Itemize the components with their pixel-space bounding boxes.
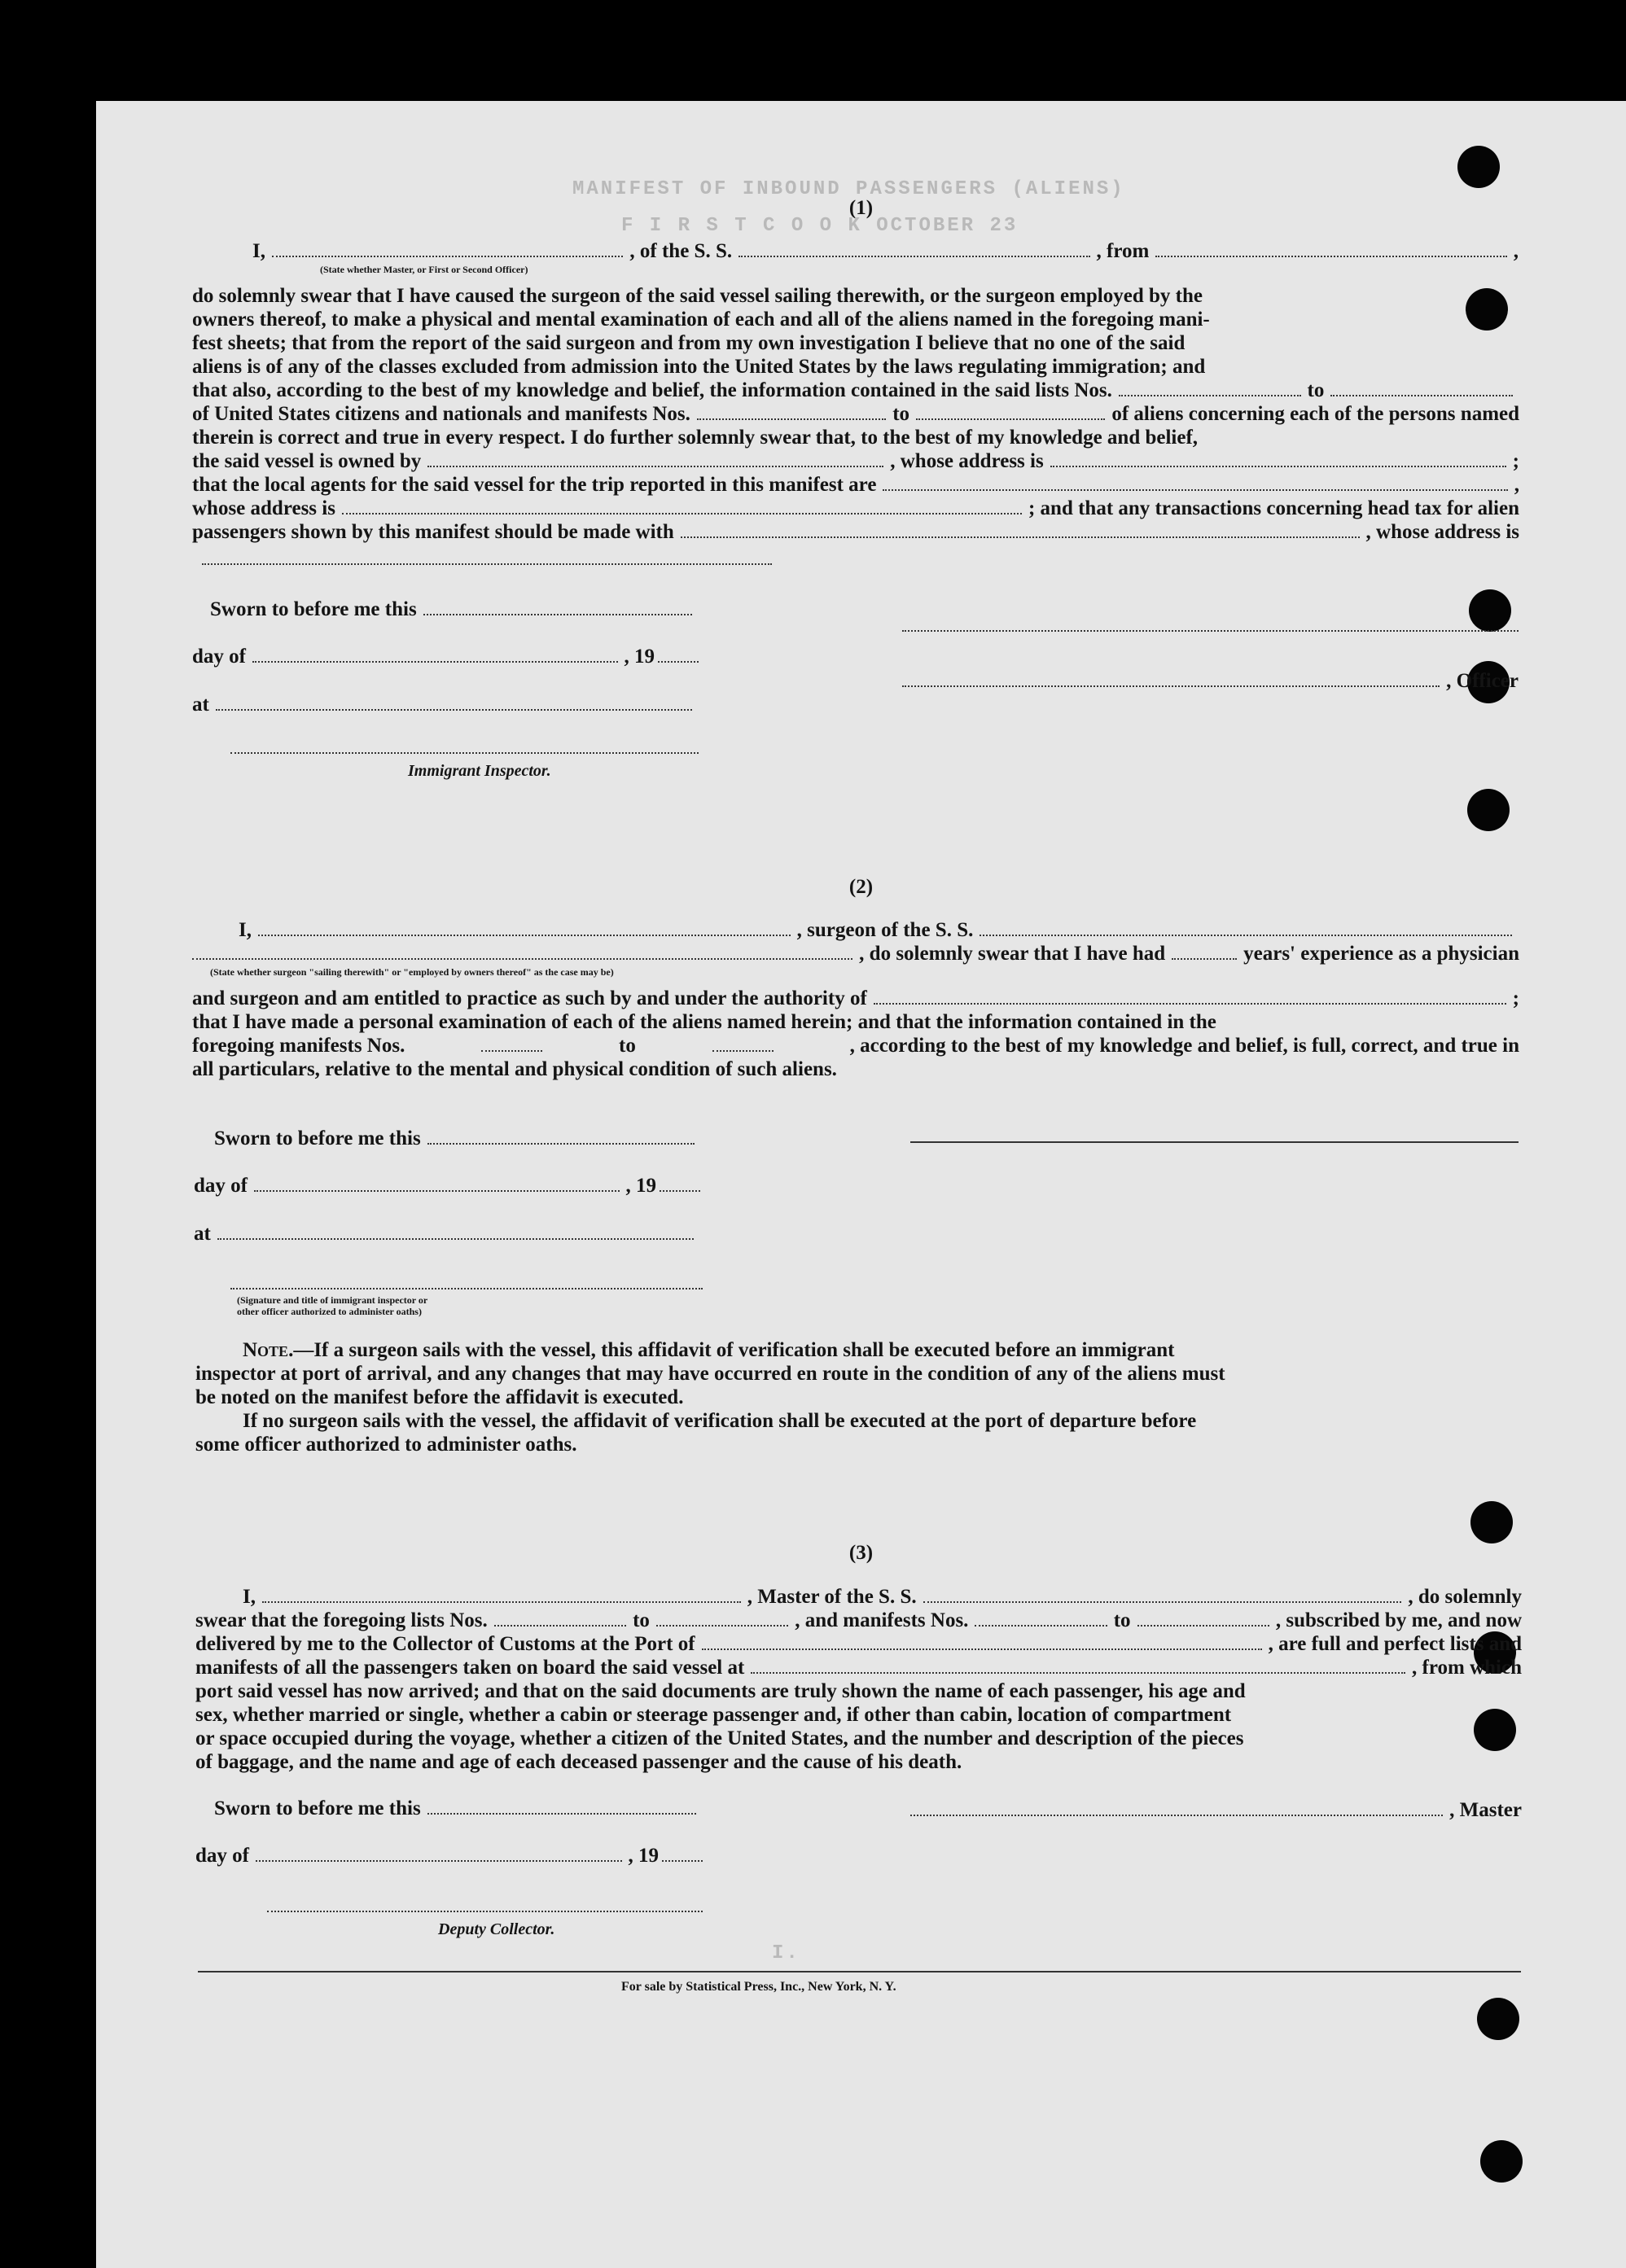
vessel-name-blank[interactable]: [738, 239, 1089, 257]
section-1-line: passengers shown by this manifest should be made with , whose address is: [192, 521, 1519, 543]
section-1-line: that also, according to the best of my knowledge and belief, the information contained in the said lists Nos. to: [192, 379, 1519, 402]
owner-address-blank[interactable]: [1050, 449, 1506, 467]
section-1-text: fest sheets; that from the report of the said surgeon and from my own investigation I believe that no one of the said: [192, 332, 1186, 354]
sworn-date-blank[interactable]: [427, 1797, 696, 1815]
section-1-text: aliens is of any of the classes excluded from admission into the United States by the laws regulating immigration; and: [192, 356, 1206, 378]
sworn-date-blank[interactable]: [423, 598, 692, 615]
note-text: some officer authorized to administer oaths.: [195, 1434, 577, 1456]
section-1-number: (1): [848, 197, 874, 219]
surgeon-signature-line[interactable]: [910, 1141, 1519, 1143]
officer-signature-blank[interactable]: [902, 614, 1519, 632]
section-3-line: manifests of all the passengers taken on board the said vessel at , from which: [195, 1657, 1522, 1679]
signature-instruction: other officer authorized to administer oaths): [237, 1306, 422, 1317]
officer-line: , Officer: [902, 669, 1519, 693]
section-2-line: I, , surgeon of the S. S.: [239, 918, 1519, 942]
section-1-line: whose address is ; and that any transactions concerning head tax for alien: [192, 497, 1519, 519]
master-lists-to-blank[interactable]: [656, 1609, 788, 1627]
location-blank[interactable]: [216, 693, 692, 711]
surgeon-status-blank[interactable]: [192, 942, 852, 960]
signature-blank[interactable]: [230, 1272, 703, 1289]
inspector-signature-blank[interactable]: [230, 736, 699, 754]
collector-port-blank[interactable]: [702, 1632, 1262, 1650]
section-3-text: port said vessel has now arrived; and that on the said documents are truly shown the name of each passenger, his age and: [195, 1680, 1246, 1702]
head-tax-party-blank[interactable]: [681, 520, 1360, 538]
section-3-text: sex, whether married or single, whether a cabin or steerage passenger and, if other than cabin, location of compartment: [195, 1704, 1232, 1726]
signature-instruction: (Signature and title of immigrant inspector or: [237, 1294, 428, 1306]
surgeon-vessel-blank[interactable]: [980, 918, 1512, 936]
section-2-number: (2): [848, 876, 874, 898]
note-text: inspector at port of arrival, and any changes that may have occurred en route in the condition of any of the aliens must: [195, 1363, 1225, 1385]
punch-hole: [1466, 288, 1508, 331]
year-blank[interactable]: [660, 1174, 700, 1192]
officer-title-blank[interactable]: [902, 669, 1440, 687]
sworn-line: Sworn to before me this: [214, 1127, 701, 1150]
note-text: be noted on the manifest before the affidavit is executed.: [195, 1386, 684, 1408]
location-blank[interactable]: [217, 1222, 694, 1240]
master-lists-from-blank[interactable]: [494, 1609, 626, 1627]
day-blank[interactable]: [254, 1174, 620, 1192]
at-line: at: [192, 693, 699, 716]
punch-hole: [1474, 1709, 1516, 1751]
bleed-through-page-mark: I.: [772, 1942, 800, 1964]
field-instruction: (State whether surgeon "sailing therewith" or "employed by owners thereof" as the case may be): [210, 966, 614, 978]
collector-caption: Deputy Collector.: [438, 1920, 555, 1938]
punch-hole: [1480, 2140, 1523, 2183]
section-2-line: foregoing manifests Nos. to , according to the best of my knowledge and belief, is full, correct, and true in: [192, 1035, 1519, 1057]
section-3-line: delivered by me to the Collector of Customs at the Port of , are full and perfect lists and: [195, 1633, 1522, 1655]
boarding-port-blank[interactable]: [751, 1656, 1405, 1674]
agents-address-blank[interactable]: [342, 497, 1022, 514]
section-1-line: I, , of the S. S. , from ,: [252, 240, 1519, 262]
section-2-text: that I have made a personal examination of each of the aliens named herein; and that the information contained in the: [192, 1011, 1216, 1033]
section-3-number: (3): [848, 1542, 874, 1564]
surgeon-manifests-to-blank[interactable]: [712, 1034, 774, 1052]
year-blank[interactable]: [662, 1844, 703, 1862]
section-1-line: of United States citizens and nationals and manifests Nos. to of aliens concerning each of the persons named: [192, 403, 1520, 425]
sworn-line: Sworn to before me this: [210, 598, 699, 621]
section-1-line: the said vessel is owned by , whose address is ;: [192, 450, 1519, 472]
note-text: Note.—If a surgeon sails with the vessel, this affidavit of verification shall be executed before an immigrant: [243, 1339, 1175, 1361]
collector-signature-blank[interactable]: [267, 1894, 703, 1912]
agents-blank[interactable]: [883, 473, 1507, 491]
sworn-date-blank[interactable]: [427, 1127, 695, 1145]
master-vessel-blank[interactable]: [923, 1585, 1402, 1603]
bleed-through-header: F I R S T C O O K OCTOBER 23: [621, 215, 1019, 237]
punch-hole: [1477, 1998, 1519, 2040]
section-1-line: that the local agents for the said vessel for the trip reported in this manifest are ,: [192, 474, 1519, 496]
master-signature-blank[interactable]: [910, 1798, 1443, 1816]
master-manifests-from-blank[interactable]: [975, 1609, 1107, 1627]
lists-from-blank[interactable]: [1119, 379, 1301, 396]
day-blank[interactable]: [252, 645, 618, 663]
master-manifests-to-blank[interactable]: [1137, 1609, 1269, 1627]
officer-name-blank[interactable]: [272, 239, 623, 257]
at-line: at: [194, 1222, 700, 1246]
lists-to-blank[interactable]: [1330, 379, 1513, 396]
footer-rule: [198, 1971, 1521, 1972]
day-line: day of , 19: [195, 1844, 703, 1867]
section-3-line: I, , Master of the S. S. , do solemnly: [243, 1586, 1523, 1608]
section-2-text: all particulars, relative to the mental and physical condition of such aliens.: [192, 1058, 837, 1080]
note-text: If no surgeon sails with the vessel, the affidavit of verification shall be executed at the port of departure before: [243, 1410, 1197, 1432]
sworn-line: Sworn to before me this: [214, 1797, 703, 1820]
surgeon-name-blank[interactable]: [258, 918, 791, 936]
manifests-to-blank[interactable]: [916, 402, 1105, 420]
section-3-text: or space occupied during the voyage, whether a citizen of the United States, and the number and description of the pieces: [195, 1727, 1244, 1749]
section-3-text: of baggage, and the name and age of each deceased passenger and the cause of his death.: [195, 1751, 962, 1773]
section-1-text: owners thereof, to make a physical and mental examination of each and all of the aliens named in the foregoing mani-: [192, 309, 1210, 331]
section-1-text: do solemnly swear that I have caused the surgeon of the said vessel sailing therewith, or the surgeon employed by the: [192, 285, 1203, 307]
owner-blank[interactable]: [427, 449, 883, 467]
section-2-line: and surgeon and am entitled to practice as such by and under the authority of ;: [192, 987, 1519, 1009]
years-experience-blank[interactable]: [1172, 942, 1237, 960]
year-blank[interactable]: [658, 645, 699, 663]
authority-blank[interactable]: [874, 987, 1506, 1005]
bleed-through-header: MANIFEST OF INBOUND PASSENGERS (ALIENS): [572, 178, 1125, 200]
departure-port-blank[interactable]: [1155, 239, 1506, 257]
day-blank[interactable]: [256, 1844, 622, 1862]
section-1-text: therein is correct and true in every respect. I do further solemnly swear that, to the best of my knowledge and belief,: [192, 427, 1199, 449]
field-instruction: (State whether Master, or First or Second Officer): [320, 264, 528, 275]
inspector-caption: Immigrant Inspector.: [408, 762, 551, 780]
surgeon-manifests-from-blank[interactable]: [481, 1034, 542, 1052]
section-2-line: , do solemnly swear that I have had years' experience as a physician: [192, 942, 1519, 965]
manifests-from-blank[interactable]: [697, 402, 886, 420]
punch-hole: [1457, 146, 1500, 188]
section-3-line: swear that the foregoing lists Nos. to , and manifests Nos. to , subscribed by me, and now: [195, 1609, 1523, 1631]
day-line: day of , 19: [194, 1174, 700, 1197]
punch-hole: [1470, 1501, 1513, 1543]
punch-hole: [1467, 789, 1510, 831]
head-tax-address-blank[interactable]: [202, 547, 772, 565]
manifest-form-page: [96, 101, 1626, 2268]
day-line: day of , 19: [192, 645, 699, 668]
printer-imprint: For sale by Statistical Press, Inc., New York, N. Y.: [621, 1980, 896, 1994]
master-name-blank[interactable]: [262, 1585, 741, 1603]
master-signature-line: , Master: [910, 1798, 1522, 1822]
